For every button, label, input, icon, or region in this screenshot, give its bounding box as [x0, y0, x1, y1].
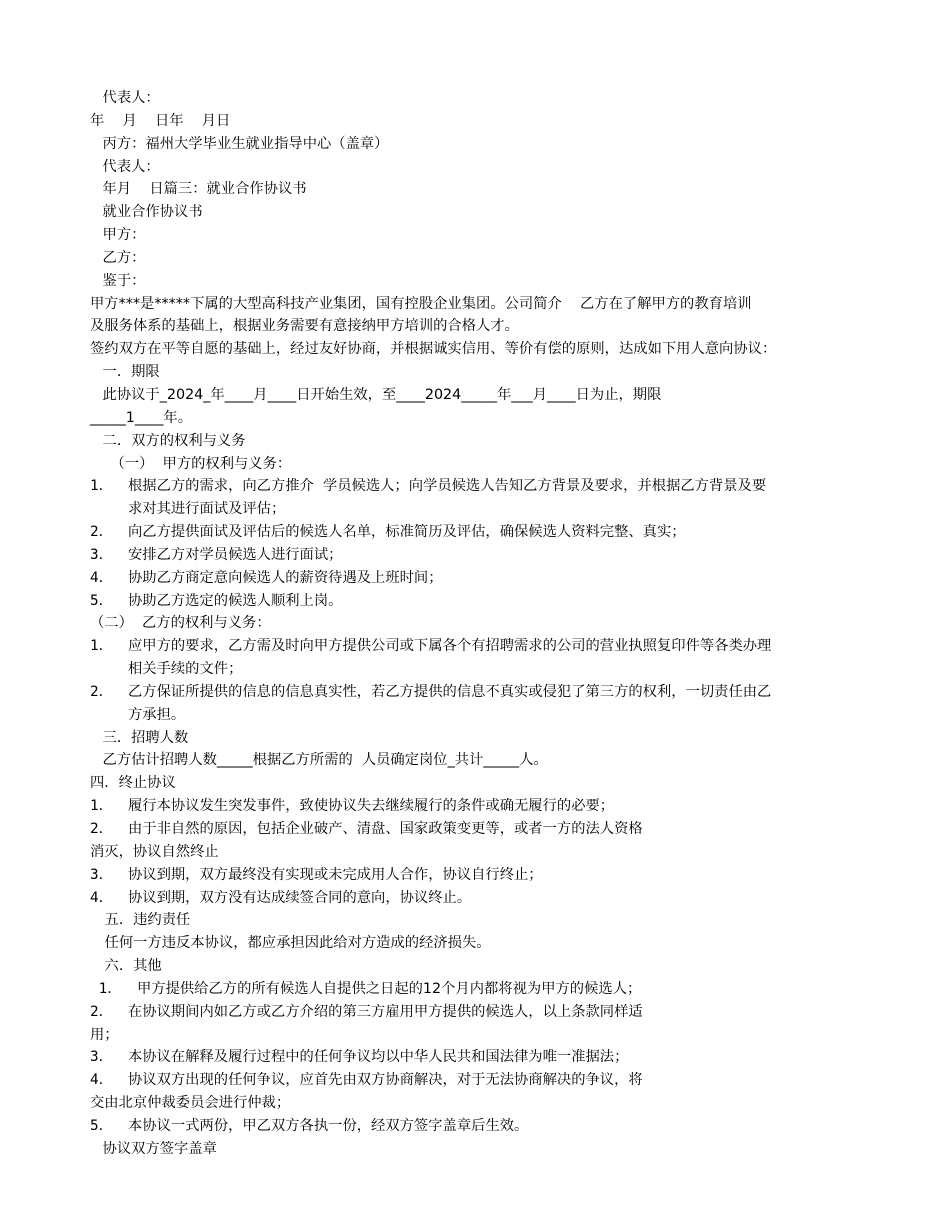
list-number: 4． — [90, 1072, 113, 1089]
list-item — [90, 544, 870, 567]
list-item-continuation: 方承担。 — [128, 706, 186, 723]
list-item — [90, 978, 870, 1001]
text-line: 用； — [90, 1026, 119, 1043]
list-number: 2． — [90, 524, 113, 541]
list-item — [90, 475, 870, 498]
list-item — [90, 864, 870, 887]
list-text: 协议到期，双方没有达成续签合同的意向，协议终止。 — [128, 889, 472, 906]
text-line: 任何一方违反本协议，都应承担因此给对方造成的经济损失。 — [100, 935, 491, 952]
text-line: 代表人： — [98, 158, 160, 175]
list-number: 3． — [90, 1049, 113, 1066]
party-a-line: 甲方： — [98, 227, 146, 244]
list-number: 1． — [90, 478, 113, 495]
list-number: 1． — [90, 638, 113, 655]
subsection-heading: （一） 甲方的权利与义务： — [106, 455, 292, 472]
text-line: 年月 日篇三：就业合作协议书 — [98, 181, 307, 198]
list-number: 2． — [90, 1003, 113, 1020]
text-line: 交由北京仲裁委员会进行仲裁； — [90, 1095, 291, 1112]
list-number: 5． — [90, 1117, 113, 1134]
section-heading: 六．其他 — [100, 958, 162, 975]
list-item — [90, 1001, 870, 1024]
list-number: 4． — [90, 889, 113, 906]
list-number: 3． — [90, 546, 113, 563]
text-line: 及服务体系的基础上，根据业务需要有意接纳甲方培训的合格人才。 — [90, 318, 519, 335]
section-heading: 二．双方的权利与义务 — [98, 432, 246, 449]
date-line: 年 月 日年 月日 — [90, 112, 231, 129]
list-item — [90, 887, 870, 910]
section-heading: 五．违约责任 — [100, 912, 191, 929]
list-text: 应甲方的要求，乙方需及时向甲方提供公司或下属各个有招聘需求的公司的营业执照复印件等各类办理 — [128, 638, 772, 655]
list-item — [90, 521, 870, 544]
list-item — [90, 1069, 870, 1092]
whereas-line: 鉴于： — [98, 272, 146, 289]
list-item-continuation: 相关手续的文件； — [128, 661, 243, 678]
list-number: 5． — [90, 592, 113, 609]
list-text: 协议双方出现的任何争议，应首先由双方协商解决，对于无法协商解决的争议，将 — [128, 1072, 643, 1089]
list-number: 4． — [90, 569, 113, 586]
subsection-heading: （二） 乙方的权利与义务： — [90, 615, 271, 632]
party-b-line: 乙方： — [98, 249, 146, 266]
text-line: 签约双方在平等自愿的基础上，经过友好协商，并根据诚实信用、等价有偿的原则，达成如下用人意向协议： — [90, 341, 777, 358]
document-page — [90, 87, 870, 1161]
section-heading: 一．期限 — [98, 364, 160, 381]
list-number: 2． — [90, 821, 113, 837]
section-heading: 三．招聘人数 — [98, 729, 189, 746]
text-line: 丙方：福州大学毕业生就业指导中心（盖章） — [98, 135, 389, 152]
text-line: 代表人： — [98, 90, 160, 106]
list-text: 本协议一式两份，甲乙双方各执一份，经双方签字盖章后生效。 — [128, 1117, 529, 1134]
text-line: 此协议于_2024_年____月____日开始生效，至____2024_____年___月____日为止，期限 — [98, 386, 662, 403]
list-item-continuation: 求对其进行面试及评估； — [128, 501, 286, 518]
list-text: 履行本协议发生突发事件，致使协议失去继续履行的条件或确无履行的必要； — [128, 798, 615, 815]
list-text: 协议到期，双方最终没有实现或未完成用人合作，协议自行终止； — [128, 866, 543, 883]
list-text: 根据乙方的需求，向乙方推介 学员候选人；向学员候选人告知乙方背景及要求，并根据乙方背景及要 — [128, 478, 767, 495]
list-number: 1． — [90, 980, 122, 997]
list-text: 甲方提供给乙方的所有候选人自提供之日起的12个月内都将视为甲方的候选人； — [137, 980, 642, 997]
list-text: 协助乙方选定的候选人顺利上岗。 — [128, 592, 343, 609]
list-item — [90, 567, 870, 590]
text-line: 乙方估计招聘人数_____根据乙方所需的 人员确定岗位_共计_____人。 — [98, 752, 548, 769]
list-number: 3． — [90, 866, 113, 883]
list-text: 本协议在解释及履行过程中的任何争议均以中华人民共和国法律为唯一准据法； — [128, 1049, 629, 1066]
list-item — [90, 635, 870, 658]
list-number: 1． — [90, 798, 113, 815]
list-item — [90, 590, 870, 613]
list-number: 2． — [90, 683, 113, 700]
list-item — [90, 1115, 870, 1138]
list-text: 向乙方提供面试及评估后的候选人名单，标准简历及评估，确保候选人资料完整、真实； — [128, 524, 686, 541]
list-text: 协助乙方商定意向候选人的薪资待遇及上班时间； — [128, 569, 443, 586]
document-title: 就业合作协议书 — [98, 204, 203, 221]
section-heading: 四．终止协议 — [90, 775, 176, 792]
list-text: 由于非自然的原因，包括企业破产、清盘、国家政策变更等，或者一方的法人资格 — [128, 821, 643, 837]
list-item — [90, 1046, 870, 1069]
text-line: 甲方***是*****下属的大型高科技产业集团，国有控股企业集团。公司简介 乙方在了解甲方的教育培训 — [90, 295, 752, 312]
list-text: 乙方保证所提供的信息的信息真实性，若乙方提供的信息不真实或侵犯了第三方的权利，一切责任由乙 — [128, 683, 772, 700]
list-item — [90, 681, 870, 704]
text-line: _____1____年。 — [90, 409, 193, 426]
signature-line: 协议双方签字盖章 — [98, 1140, 217, 1157]
list-item — [90, 818, 870, 841]
list-item — [90, 795, 870, 818]
text-line: 消灭，协议自然终止 — [90, 843, 219, 860]
list-text: 安排乙方对学员候选人进行面试； — [128, 546, 343, 563]
list-text: 在协议期间内如乙方或乙方介绍的第三方雇用甲方提供的候选人，以上条款同样适 — [128, 1003, 643, 1020]
